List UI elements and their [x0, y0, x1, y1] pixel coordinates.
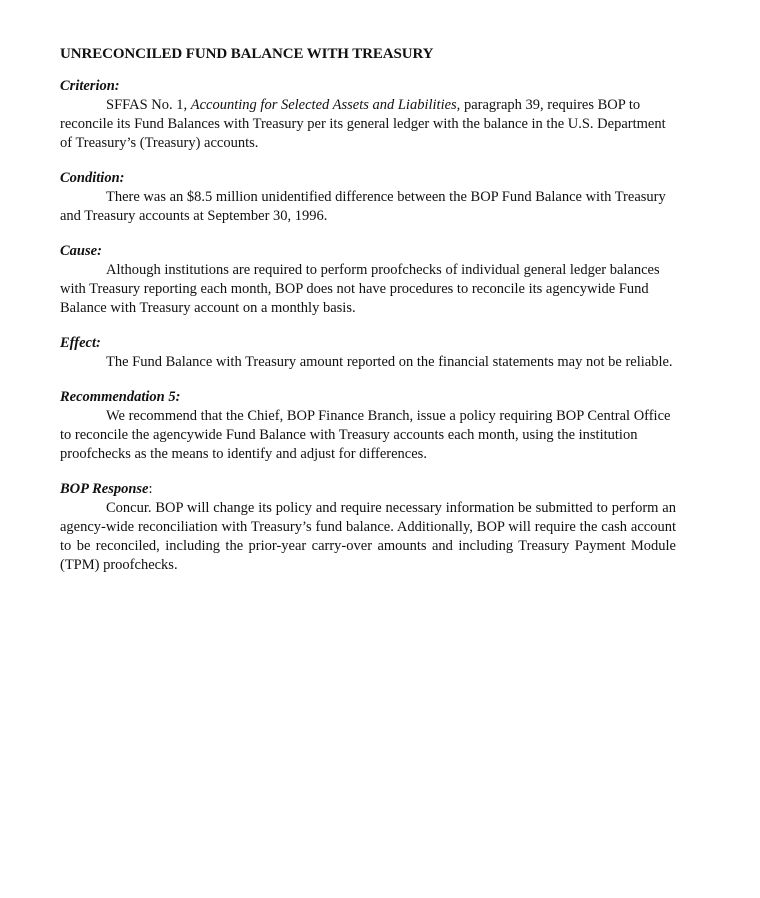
- effect-text: The Fund Balance with Treasury amount reported on the financial statements may not be reliable.: [106, 354, 673, 370]
- cause-text: Although institutions are required to perform proofchecks of individual general ledger balances with Treasury reporting each month, BOP does not have procedures to reconcile its agencywide Fund Balance with Treasury account on a monthly basis.: [60, 262, 660, 316]
- criterion-text-rest: paragraph 39, requires BOP to reconcile its Fund Balances with Treasury per its general ledger with the balance in the U.S. Department of Treasury’s (Treasury) accounts.: [60, 97, 666, 151]
- condition-text: There was an $8.5 million unidentified difference between the BOP Fund Balance with Treasury and Treasury accounts at September 30, 1996.: [60, 189, 666, 224]
- section-effect: [60, 334, 676, 372]
- section-criterion: [60, 77, 676, 153]
- criterion-text: [60, 96, 676, 153]
- bop-response-heading: [60, 480, 676, 499]
- section-bop-response: [60, 480, 676, 575]
- document-title: UNRECONCILED FUND BALANCE WITH TREASURY: [60, 46, 434, 62]
- condition-heading: Condition:: [60, 170, 125, 186]
- section-cause: [60, 242, 676, 318]
- criterion-text-lead: SFFAS No. 1,: [106, 97, 191, 113]
- document-page: [60, 44, 676, 591]
- section-recommendation: [60, 388, 676, 464]
- cause-heading: Cause:: [60, 243, 102, 259]
- section-condition: [60, 169, 676, 226]
- recommendation-text: We recommend that the Chief, BOP Finance Branch, issue a policy requiring BOP Central Office to reconcile the agencywide Fund Balance with Treasury accounts each month, using the institution proofchecks as the means to identify and adjust for differences.: [60, 408, 671, 462]
- criterion-heading: Criterion:: [60, 78, 120, 94]
- recommendation-heading: Recommendation 5:: [60, 389, 181, 405]
- bop-response-text: Concur. BOP will change its policy and require necessary information be submitted to perform an agency-wide reconciliation with Treasury’s fund balance. Additionally, BOP will require the cash account to be reconciled, including the prior-year carry-over amounts and including Treasury Payment Module (TPM) proofchecks.: [60, 500, 676, 573]
- bop-response-heading-colon: :: [148, 481, 153, 497]
- criterion-standard-title: Accounting for Selected Assets and Liabilities,: [190, 97, 461, 113]
- bop-response-heading-label: BOP Response: [60, 481, 149, 497]
- effect-heading: Effect:: [60, 335, 101, 351]
